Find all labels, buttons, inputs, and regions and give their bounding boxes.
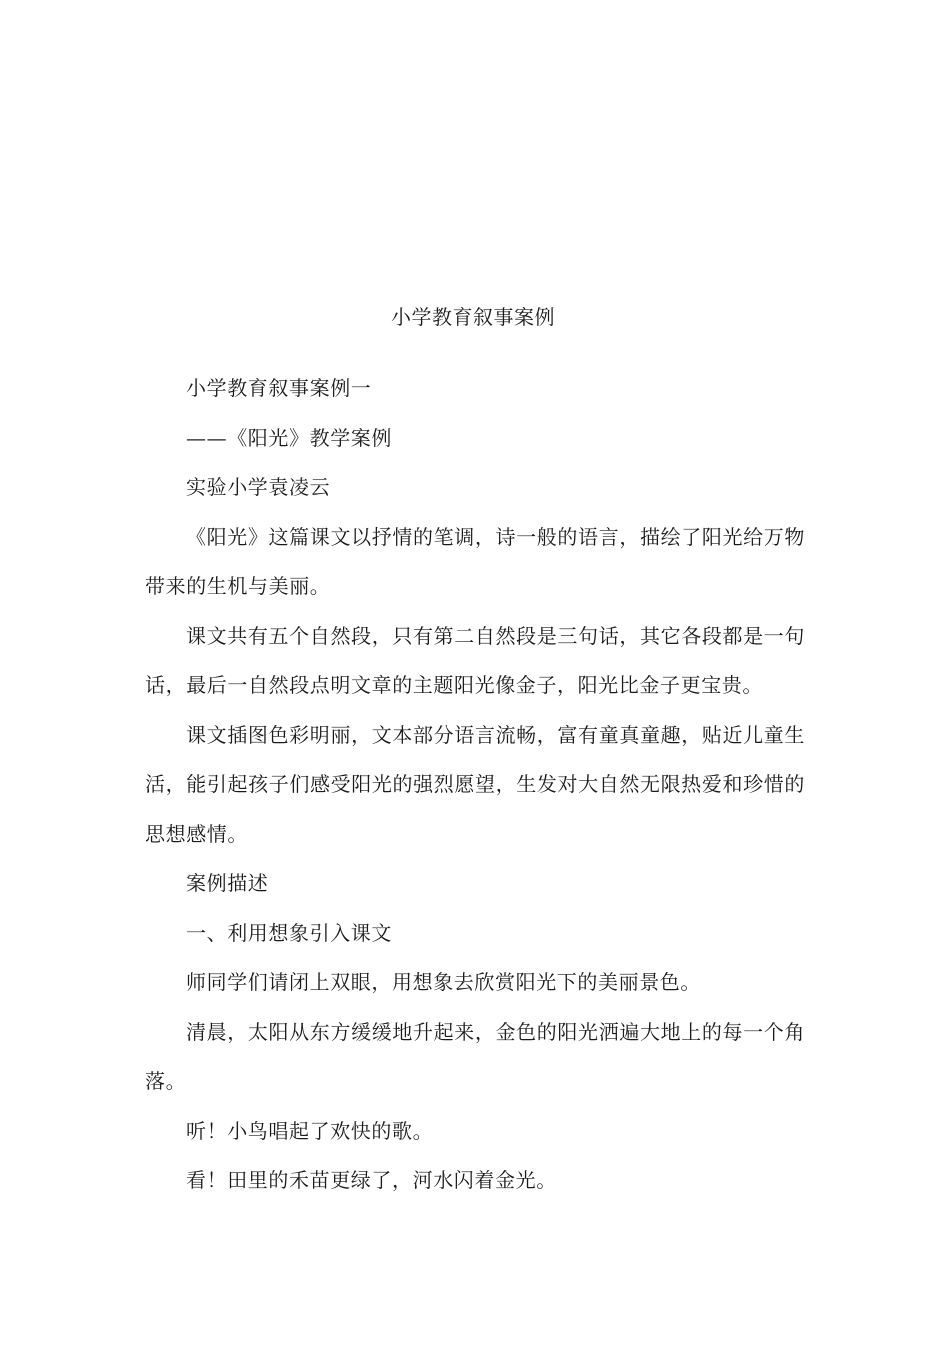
paragraph-teacher-prompt: 师同学们请闭上双眼，用想象去欣赏阳光下的美丽景色。 (186, 970, 701, 994)
paragraph-intro: 《阳光》这篇课文以抒情的笔调，诗一般的语言，描绘了阳光给万物带来的生机与美丽。 (145, 524, 805, 598)
paragraph-look: 看！田里的禾苗更绿了，河水闪着金光。 (186, 1168, 557, 1192)
paragraph-section-heading: 案例描述 (186, 871, 269, 895)
paragraph-case-heading: 小学教育叙事案例一 (186, 376, 372, 400)
paragraph-structure: 课文共有五个自然段，只有第二自然段是三句话，其它各段都是一句话，最后一自然段点明文章的主题阳光像金子，阳光比金子更宝贵。 (145, 623, 805, 697)
paragraph-illustration: 课文插图色彩明丽，文本部分语言流畅，富有童真童趣，贴近儿童生活，能引起孩子们感受阳光的强烈愿望，生发对大自然无限热爱和珍惜的思想感情。 (145, 722, 805, 846)
document-title: 小学教育叙事案例 (391, 305, 555, 329)
paragraph-listen: 听！小鸟唱起了欢快的歌。 (186, 1118, 434, 1143)
paragraph-subtitle: ——《阳光》教学案例 (186, 425, 392, 450)
document-body (145, 364, 805, 1206)
paragraph-author: 实验小学袁凌云 (186, 475, 331, 499)
paragraph-step-heading: 一、利用想象引入课文 (186, 920, 392, 945)
paragraph-morning: 清晨，太阳从东方缓缓地升起来，金色的阳光洒遍大地上的每一个角落。 (145, 1019, 805, 1093)
